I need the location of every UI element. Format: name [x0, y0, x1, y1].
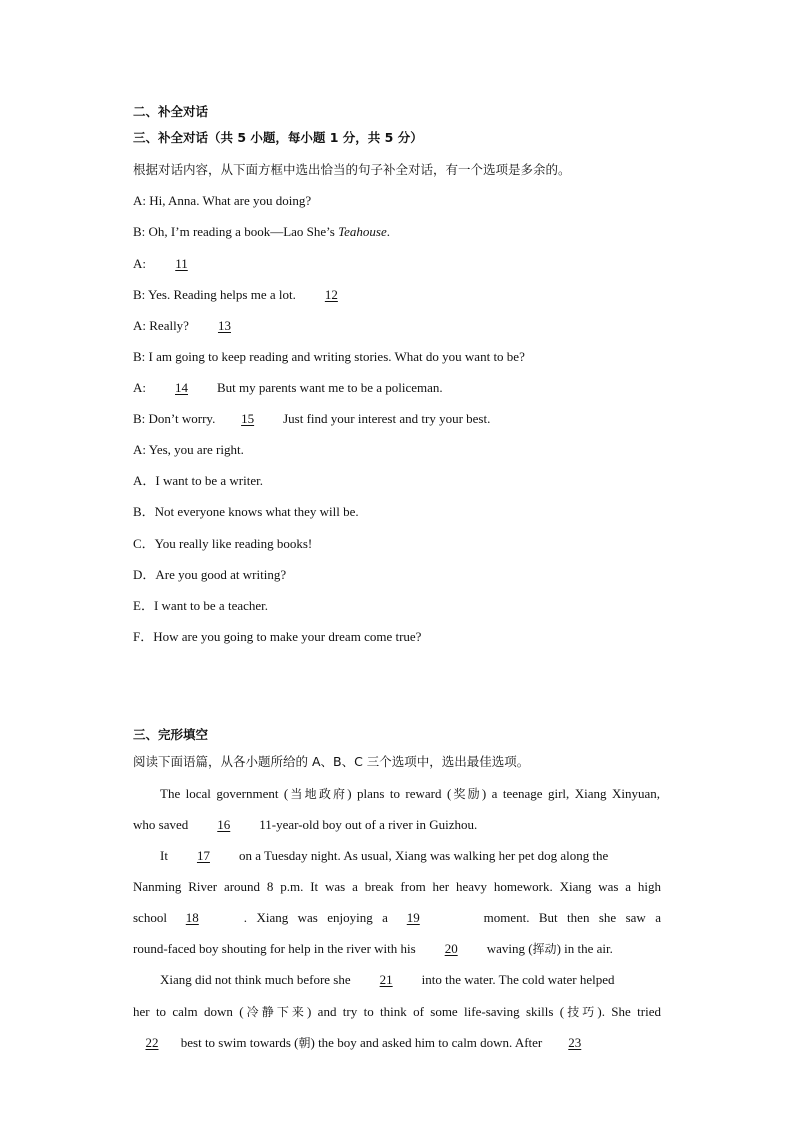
answer-blank-12[interactable]: 12	[324, 287, 338, 302]
passage-text: into the water. The cold water helped	[421, 972, 615, 987]
answer-blank-21[interactable]: 21	[379, 972, 393, 987]
passage-text: who saved	[133, 817, 189, 832]
option-letter: E．	[133, 598, 154, 613]
dialogue-line-6: B: I am going to keep reading and writing stories. What do you want to be?	[133, 349, 525, 364]
option-text: I want to be a writer.	[155, 473, 263, 488]
passage-text: It	[160, 848, 168, 863]
answer-blank-11[interactable]: 11	[175, 256, 188, 271]
answer-blank-19[interactable]: 19	[406, 910, 420, 925]
passage-text: moment. But then she saw a	[483, 910, 661, 925]
passage-line-9	[133, 1035, 601, 1051]
option-text: I want to be a teacher.	[153, 598, 269, 613]
passage-text: best to swim towards (	[180, 1035, 299, 1050]
dialogue-text: A: Really?	[133, 318, 189, 333]
passage-gloss: 奖励	[451, 787, 482, 801]
passage-line-6	[133, 941, 613, 957]
passage-line-3	[160, 848, 608, 864]
option-letter: B．	[133, 504, 155, 519]
answer-blank-18[interactable]: 18	[185, 910, 199, 925]
passage-text: ) and try to think of some life-saving skills (	[307, 1004, 565, 1019]
passage-text: her to calm down (	[133, 1004, 244, 1019]
passage-line-2	[133, 817, 477, 833]
option-item	[133, 536, 312, 552]
option-item	[133, 504, 359, 520]
passage-text: 11-year-old boy out of a river in Guizhou.	[259, 817, 478, 832]
option-letter: D．	[133, 567, 156, 582]
passage-text: ) the boy and asked him to calm down. After	[310, 1035, 543, 1050]
option-text: How are you going to make your dream come true?	[153, 629, 422, 644]
dialogue-line-8	[133, 411, 490, 427]
option-letter: F．	[133, 629, 154, 644]
answer-blank-17[interactable]: 17	[196, 848, 210, 863]
option-item	[133, 567, 286, 583]
answer-blank-15[interactable]: 15	[241, 411, 255, 426]
dialogue-line-2	[133, 224, 390, 240]
passage-line-4: Nanming River around 8 p.m. It was a break from her heavy homework. Xiang was a high	[133, 879, 661, 894]
passage-text: . Xiang was enjoying a	[243, 910, 388, 925]
book-title: Teahouse	[338, 224, 387, 239]
option-item	[133, 473, 263, 489]
passage-text: ). She tried	[597, 1004, 661, 1019]
dialogue-line-3	[133, 256, 211, 272]
dialogue-text: Just find your interest and try your best.	[283, 411, 491, 426]
passage-line-5	[133, 910, 661, 926]
dialogue-line-7	[133, 380, 443, 396]
option-text: You really like reading books!	[154, 536, 313, 551]
passage-text: round-faced boy shouting for help in the river with his	[133, 941, 416, 956]
section3-instruction: 阅读下面语篇，从各小题所给的 A、B、C 三个选项中，选出最佳选项。	[133, 754, 530, 769]
dialogue-text: .	[386, 224, 390, 239]
section-instruction: 根据对话内容，从下面方框中选出恰当的句子补全对话，有一个选项是多余的。	[133, 162, 571, 177]
dialogue-text: B: Yes. Reading helps me a lot.	[133, 287, 296, 302]
option-letter: A．	[133, 473, 156, 488]
dialogue-line-5	[133, 318, 253, 334]
passage-text: school	[133, 910, 167, 925]
passage-line-1	[160, 786, 660, 802]
passage-text: ) in the air.	[556, 941, 613, 956]
option-text: Not everyone knows what they will be.	[154, 504, 359, 519]
answer-blank-20[interactable]: 20	[444, 941, 458, 956]
option-letter: C．	[133, 536, 155, 551]
answer-blank-16[interactable]: 16	[217, 817, 231, 832]
passage-gloss: 朝	[298, 1036, 311, 1050]
section-heading-short: 二、补全对话	[133, 104, 209, 119]
answer-blank-22[interactable]: 22	[145, 1035, 159, 1050]
passage-gloss: 当地政府	[288, 787, 348, 801]
passage-text: on a Tuesday night. As usual, Xiang was walking her pet dog along the	[238, 848, 609, 863]
dialogue-line-4	[133, 287, 360, 303]
dialogue-text: A:	[133, 380, 146, 395]
passage-gloss: 挥动	[532, 942, 557, 956]
passage-gloss: 冷静下来	[243, 1005, 308, 1019]
passage-line-7	[160, 972, 615, 988]
dialogue-line-9: A: Yes, you are right.	[133, 442, 244, 457]
passage-gloss: 技巧	[564, 1005, 598, 1019]
answer-blank-23[interactable]: 23	[568, 1035, 582, 1050]
passage-text: The local government (	[160, 786, 289, 801]
passage-text: ) plans to reward (	[347, 786, 452, 801]
option-item	[133, 629, 421, 645]
dialogue-line-1: A: Hi, Anna. What are you doing?	[133, 193, 312, 208]
dialogue-text: A:	[133, 256, 146, 271]
answer-blank-13[interactable]: 13	[217, 318, 231, 333]
option-item	[133, 598, 268, 614]
section3-heading: 三、完形填空	[133, 727, 209, 742]
passage-text: ) a teenage girl, Xiang Xinyuan,	[481, 786, 660, 801]
option-text: Are you good at writing?	[155, 567, 287, 582]
passage-line-8	[133, 1004, 661, 1020]
dialogue-text: B: Oh, I’m reading a book—Lao She’s	[133, 224, 339, 239]
dialogue-text: But my parents want me to be a policeman.	[217, 380, 443, 395]
passage-text: waving (	[486, 941, 533, 956]
answer-blank-14[interactable]: 14	[175, 380, 188, 395]
dialogue-text: B: Don’t worry.	[133, 411, 216, 426]
section-heading: 三、补全对话（共 5 小题，每小题 1 分，共 5 分）	[133, 130, 423, 145]
passage-text: Xiang did not think much before she	[160, 972, 351, 987]
